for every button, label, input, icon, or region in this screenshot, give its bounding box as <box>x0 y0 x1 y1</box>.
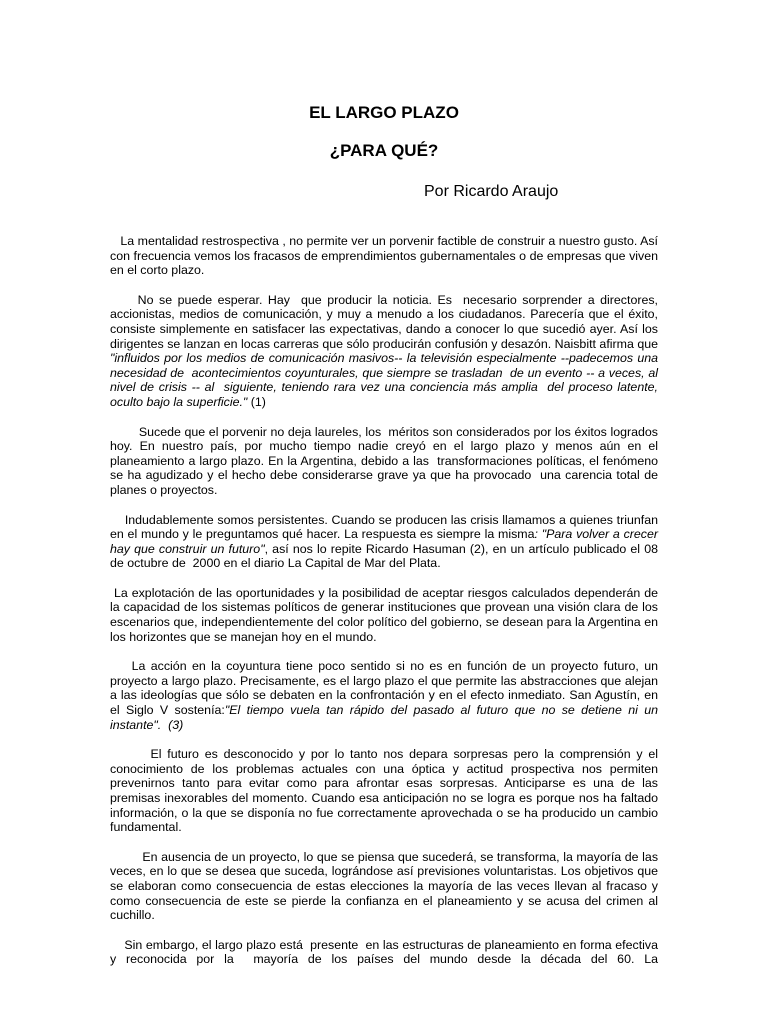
paragraph-8 <box>110 849 662 923</box>
author-byline: Por Ricardo Araujo <box>424 183 559 200</box>
document-body <box>110 234 662 982</box>
document-subtitle: ¿PARA QUÉ? <box>329 141 439 160</box>
paragraph-4-tail: , así nos lo repite Ricardo Hasuman (2), en un artículo publicado el 08 de octubre de 2000 en el diario La Capital de Mar del Plata. <box>110 541 662 571</box>
naisbitt-quote: "influidos por los medios de comunicación masivos-- la televisión especialmente --padecemos una necesidad de acontecimientos coyunturales, que siempre se trasladan de un evento -- a veces, al nivel de crisis -- al siguiente, teniendo rara vez una conciencia más amplia del proceso latente, oculto bajo la superficie." <box>110 351 662 409</box>
document-title: EL LARGO PLAZO <box>309 103 459 122</box>
paragraph-9 <box>110 937 662 967</box>
paragraph-4-text: Indudablemente somos persistentes. Cuando se producen las crisis llamamos a quienes triunfan en el mundo y le preguntamos qué hacer. La respuesta es siempre la misma <box>110 512 662 542</box>
paragraph-2 <box>110 292 662 410</box>
san-agustin-quote: "El tiempo vuela tan rápido del pasado al futuro que no se detiene ni un instante". (3) <box>110 703 662 732</box>
paragraph-2-text: No se puede esperar. Hay que producir la noticia. Es necesario sorprender a directores, accionistas, medios de comunicación, y muy a menudo a los ciudadanos. Parecería que el éxito, consiste simplemente en satisfacer las expectativas, dando a conocer lo que sucedió ayer. Así los dirigentes se lanzan en locas carreras que sólo producirán confusión y desazón. Naisbitt afirma que <box>110 292 662 351</box>
paragraph-9-text: Sin embargo, el largo plazo está presente en las estructuras de planeamiento en forma efectiva y reconocida por la mayoría de los países del mundo desde la década del 60. La <box>110 937 662 967</box>
paragraph-7-text: El futuro es desconocido y por lo tanto nos depara sorpresas pero la comprensión y el conocimiento de los problemas actuales con una óptica y actitud prospectiva nos permiten prevenirnos tanto para evitar como para afrontar esas sorpresas. Anticiparse es una de las premisas inexorables del momento. Cuando esa anticipación no se logra es porque nos ha faltado información, o la que se disponía no fue correctamente aprovechada o se ha producido un cambio fundamental. <box>110 747 662 835</box>
paragraph-3-text: Sucede que el porvenir no deja laureles, los méritos son considerados por los éxitos logrados hoy. En nuestro país, por mucho tiempo nadie creyó en el largo plazo y menos aún en el planeamiento a largo plazo. En la Argentina, debido a las transformaciones políticas, el fenómeno se ha agudizado y el hecho debe considerarse grave ya que ha provocado una carencia total de planes o proyectos. <box>110 424 662 497</box>
paragraph-6-text: La acción en la coyuntura tiene poco sentido si no es en función de un proyecto futuro, un proyecto a largo plazo. Precisamente, es el largo plazo el que permite las abstracciones que alejan a las ideologías que sólo se debaten en la confrontación y en el efecto inmediato. San Agustín, en el Siglo V sostenía: <box>110 659 662 718</box>
paragraph-7 <box>110 747 662 835</box>
paragraph-4 <box>110 512 662 571</box>
paragraph-1-text: La mentalidad restrospectiva , no permite ver un porvenir factible de construir a nuestro gusto. Así con frecuencia vemos los fracasos de emprendimientos gubernamentales o de empresas que viven en el corto plazo. <box>110 234 662 278</box>
paragraph-8-text: En ausencia de un proyecto, lo que se piensa que sucederá, se transforma, la mayoría de las veces, en lo que se desea que suceda, lográndose así previsiones voluntaristas. Los objetivos que se elaboran como consecuencia de estas elecciones la mayoría de las veces llevan al fracaso y como consecuencia de este se pierde la confianza en el planeamiento y se acusa del crimen al cuchillo. <box>110 849 662 923</box>
paragraph-5-text: La explotación de las oportunidades y la posibilidad de aceptar riesgos calculados dependerán de la capacidad de los sistemas políticos de generar instituciones que provean una visión clara de los escenarios que, independientemente del color político del gobierno, se desean para la Argentina en los horizontes que se manejan hoy en el mundo. <box>110 585 662 644</box>
paragraph-1 <box>110 234 662 278</box>
footnote-ref-1: (1) <box>247 394 266 409</box>
hausman-quote: : "Para volver a crecer hay que construir un futuro" <box>110 527 662 556</box>
paragraph-6 <box>110 659 662 732</box>
paragraph-5 <box>110 585 662 644</box>
paragraph-3 <box>110 424 662 498</box>
